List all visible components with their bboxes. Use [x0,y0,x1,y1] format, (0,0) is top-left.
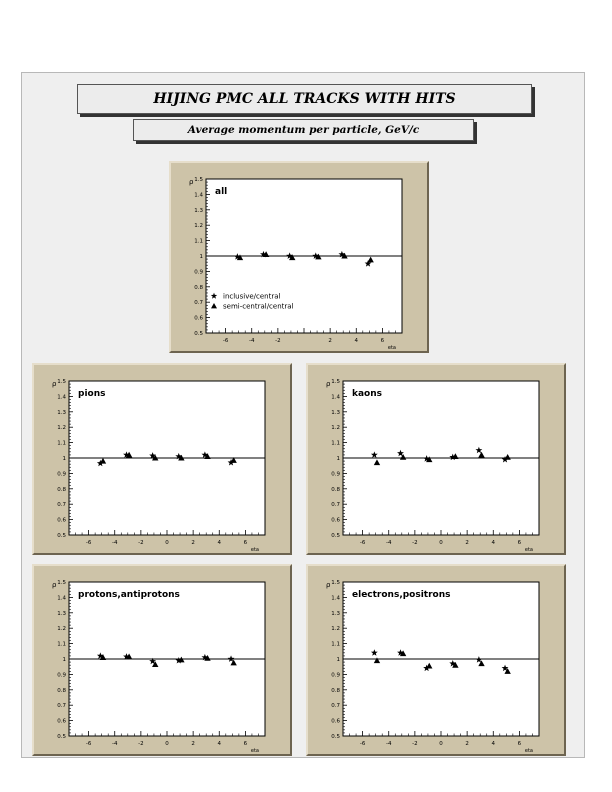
y-tick-label: 0.7 [194,300,203,307]
x-tick-label: 0 [439,741,443,747]
chart-title: all [215,187,228,197]
y-tick-label: 0.7 [57,703,66,710]
y-tick-label: 1.2 [194,223,203,230]
x-tick-label: 4 [217,741,222,747]
x-tick-label: -2 [412,540,418,546]
x-tick-label: -2 [275,338,281,344]
y-tick-label: 0.8 [331,486,340,493]
y-axis-label: ρ [326,380,331,388]
x-tick-label: -2 [138,741,144,747]
x-tick-label: 6 [243,741,248,747]
y-tick-label: 0.9 [331,471,340,478]
y-tick-label: 1 [336,456,340,462]
x-axis-label: eta [250,748,259,754]
x-tick-label: -6 [359,540,366,546]
y-tick-label: 0.9 [331,672,340,679]
x-tick-label: 6 [517,741,522,747]
y-tick-label: 0.6 [194,315,203,322]
y-tick-label: 1 [199,254,203,260]
x-tick-label: -2 [412,741,418,747]
y-tick-label: 1 [336,657,340,663]
canvas-page [21,72,585,758]
y-tick-label: 1.2 [57,425,66,432]
page-subtitle: Average momentum per particle, GeV/c [133,119,474,141]
x-axis-label: eta [524,748,533,754]
y-axis-label: ρ [189,178,194,186]
y-tick-label: 1.4 [331,394,340,401]
y-tick-label: 1 [62,456,66,462]
y-tick-label: 1.4 [57,394,66,401]
x-tick-label: 6 [380,338,385,344]
x-tick-label: -6 [85,540,92,546]
x-tick-label: 4 [217,540,222,546]
y-tick-label: 0.8 [57,486,66,493]
y-tick-label: 0.5 [57,533,66,539]
y-tick-label: 0.5 [194,331,203,337]
y-tick-label: 1.1 [194,238,203,245]
x-tick-label: 0 [165,741,169,747]
y-tick-label: 1.5 [331,379,340,385]
y-tick-label: 0.6 [331,517,340,524]
x-tick-label: 6 [517,540,522,546]
y-tick-label: 1.1 [331,440,340,447]
x-tick-label: 0 [165,540,169,546]
y-tick-label: 0.6 [57,718,66,725]
chart-title: kaons [352,389,383,399]
y-tick-label: 1.2 [57,626,66,633]
y-tick-label: 1.4 [331,595,340,602]
chart-title: protons,antiprotons [78,590,180,600]
x-axis-label: eta [524,547,533,553]
x-tick-label: 6 [243,540,248,546]
y-tick-label: 1 [62,657,66,663]
x-axis-label: eta [250,547,259,553]
y-tick-label: 0.9 [57,672,66,679]
y-tick-label: 0.8 [194,284,203,291]
y-tick-label: 0.9 [57,471,66,478]
chart-protons [34,566,290,754]
y-tick-label: 1.5 [331,580,340,586]
chart-title: pions [78,389,106,399]
y-tick-label: 0.6 [331,718,340,725]
y-tick-label: 1.5 [194,177,203,183]
y-tick-label: 0.6 [57,517,66,524]
pad-all [169,161,429,353]
chart-title: electrons,positrons [352,590,451,600]
pad-kaons [306,363,566,555]
x-tick-label: -4 [248,338,255,344]
x-tick-label: 4 [491,741,496,747]
y-tick-label: 0.8 [57,687,66,694]
x-axis-label: eta [387,345,396,351]
x-tick-label: -6 [222,338,229,344]
y-tick-label: 1.1 [331,641,340,648]
pad-pions [32,363,292,555]
page-title: HIJING PMC ALL TRACKS WITH HITS [77,84,532,114]
chart-all [171,163,427,351]
y-tick-label: 1.2 [331,626,340,633]
x-tick-label: 0 [439,540,443,546]
x-tick-label: 2 [328,338,332,344]
y-tick-label: 1.4 [194,192,203,199]
y-tick-label: 1.3 [331,409,340,416]
chart-electrons [308,566,564,754]
x-tick-label: 2 [465,540,469,546]
x-tick-label: -4 [111,741,118,747]
y-tick-label: 0.9 [194,269,203,276]
y-tick-label: 1.4 [57,595,66,602]
y-tick-label: 1.3 [331,610,340,617]
x-tick-label: 4 [354,338,359,344]
y-tick-label: 0.5 [331,734,340,740]
y-tick-label: 0.7 [331,703,340,710]
legend-label: semi-central/central [223,302,294,311]
y-axis-label: ρ [52,581,57,589]
x-tick-label: -4 [385,540,392,546]
y-tick-label: 0.5 [57,734,66,740]
x-tick-label: -2 [138,540,144,546]
y-axis-label: ρ [52,380,57,388]
x-tick-label: 4 [491,540,496,546]
y-tick-label: 1.3 [57,409,66,416]
x-tick-label: -6 [85,741,92,747]
x-tick-label: -4 [111,540,118,546]
y-tick-label: 1.3 [194,207,203,214]
y-axis-label: ρ [326,581,331,589]
pad-electrons [306,564,566,756]
x-tick-label: 2 [191,540,195,546]
y-tick-label: 1.3 [57,610,66,617]
x-tick-label: -6 [359,741,366,747]
y-tick-label: 0.7 [57,502,66,509]
chart-kaons [308,365,564,553]
y-tick-label: 1.5 [57,580,66,586]
pad-protons [32,564,292,756]
x-tick-label: 2 [191,741,195,747]
chart-pions [34,365,290,553]
x-tick-label: 2 [465,741,469,747]
x-tick-label: -4 [385,741,392,747]
y-tick-label: 1.5 [57,379,66,385]
y-tick-label: 0.7 [331,502,340,509]
y-tick-label: 0.5 [331,533,340,539]
y-tick-label: 1.1 [57,641,66,648]
y-tick-label: 1.2 [331,425,340,432]
legend-label: inclusive/central [223,292,281,301]
y-tick-label: 1.1 [57,440,66,447]
y-tick-label: 0.8 [331,687,340,694]
